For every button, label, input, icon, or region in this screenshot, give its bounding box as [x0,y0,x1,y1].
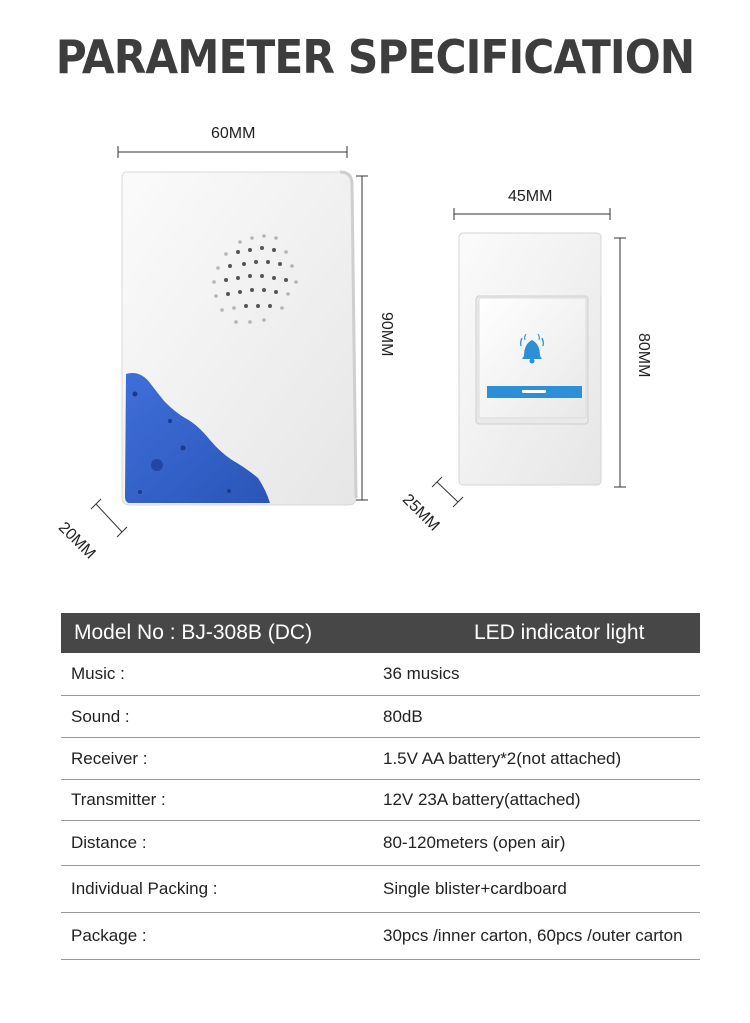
page-title: PARAMETER SPECIFICATION [55,30,695,84]
transmitter-depth-label: 25MM [398,491,443,535]
receiver-depth-label: 20MM [54,519,99,563]
transmitter-depth-line [432,477,463,507]
spec-value: 36 musics [383,664,460,683]
spec-label: Distance : [71,833,147,852]
spec-row-transmitter [61,780,700,821]
spec-row-music [61,653,700,696]
receiver-width-label: 60MM [211,125,256,142]
spec-label: Package : [71,926,147,945]
model-number: Model No : BJ-308B (DC) [74,621,313,644]
spec-value: 12V 23A battery(attached) [383,790,581,809]
transmitter-width-line [454,208,610,220]
spec-label: Sound : [71,706,130,726]
spec-label: Receiver : [71,748,148,768]
spec-value: 1.5V AA battery*2(not attached) [383,748,622,768]
spec-label: Individual Packing : [71,879,218,898]
receiver-height-label: 90MM [378,312,395,357]
spec-value: 80dB [383,706,423,726]
receiver-unit [122,172,356,505]
spec-row-sound [61,696,700,738]
transmitter-height-line [614,238,626,487]
feature-label: LED indicator light [474,621,645,644]
spec-value: 30pcs /inner carton, 60pcs /outer carton [383,926,683,945]
receiver-depth-line [91,499,127,537]
receiver-width-line [118,146,347,158]
spec-row-receiver [61,738,700,780]
spec-row-distance [61,821,700,866]
transmitter-unit [459,233,601,485]
spec-row-packing [61,866,700,913]
spec-value: 80-120meters (open air) [383,833,566,852]
transmitter-width-label: 45MM [508,188,553,205]
receiver-height-line [356,176,368,500]
spec-label: Music : [71,664,125,683]
transmitter-height-label: 80MM [635,333,652,378]
spec-value: Single blister+cardboard [383,879,567,898]
spec-label: Transmitter : [71,790,166,809]
receiver-led [151,459,163,471]
spec-row-package [61,913,700,960]
spec-table [61,613,700,960]
spec-table-header [61,613,700,653]
